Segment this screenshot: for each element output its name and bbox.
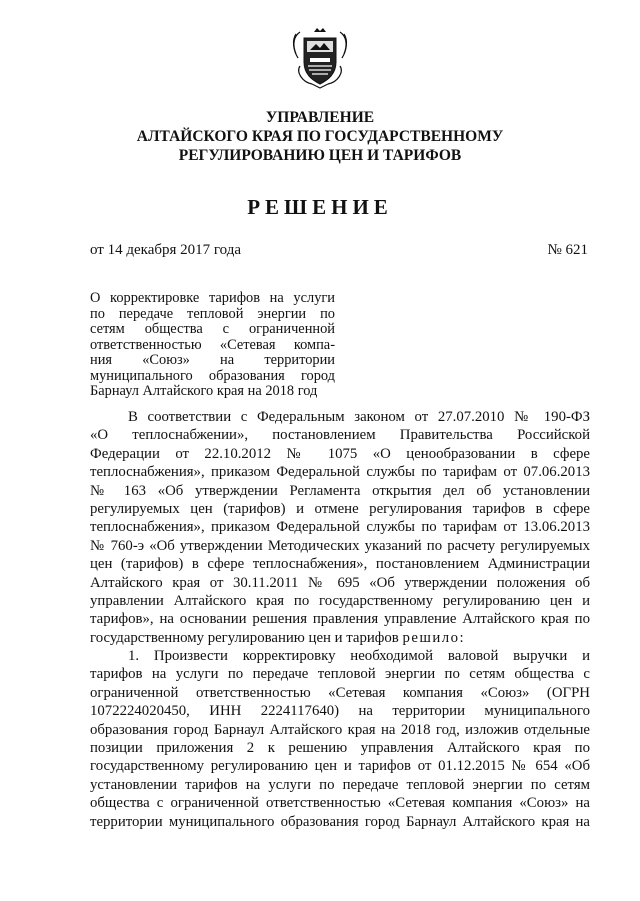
body-line: Алтайского края от 30.11.2011 № 695 «Об утверждении положения об xyxy=(90,574,590,591)
subject-line: муниципального образования город xyxy=(90,367,335,384)
subject-line: ния «Союз» на территории xyxy=(90,352,335,368)
subject-line: по передаче тепловой энергии по xyxy=(90,305,335,322)
document-subject xyxy=(90,291,335,400)
subject-line: ответственностью «Сетевая компа- xyxy=(90,336,335,353)
item-1-line: позиции приложения 2 к решению управления Алтайского края по xyxy=(90,740,590,757)
document-date: от 14 декабря 2017 года xyxy=(90,242,242,258)
item-1-line: образования город Барнаул Алтайского края на 2018 год, изложив отдельные xyxy=(90,721,590,738)
item-1-line: ограниченной ответственностью «Сетевая компания «Союз» (ОГРН xyxy=(90,684,590,701)
item-1-line: территории муниципального образования город Барнаул Алтайского края на xyxy=(90,813,590,830)
item-1-line: установлении тарифов на услуги по передаче тепловой энергии по сетям xyxy=(90,776,590,793)
document-body xyxy=(90,408,590,831)
document-number: № 621 xyxy=(547,242,588,258)
body-line: теплоснабжения», приказом Федеральной службы по тарифам от 07.06.2013 xyxy=(90,464,590,481)
issuing-authority xyxy=(0,108,640,165)
document-title: РЕШЕНИЕ xyxy=(247,195,393,219)
subject-line: Барнаул Алтайского края на 2018 год xyxy=(90,383,318,399)
body-line: № 163 «Об утверждении Регламента открытия дел об установлении xyxy=(90,482,590,499)
header-line: АЛТАЙСКОГО КРАЯ ПО ГОСУДАРСТВЕННОМУ xyxy=(136,128,504,145)
body-line: теплоснабжения», приказом Федеральной службы по тарифам от 13.06.2013 xyxy=(90,519,590,536)
body-line: В соответствии с Федеральным законом от 27.07.2010 № 190-ФЗ xyxy=(128,409,590,425)
item-1-line: общества с ограниченной ответственностью «Сетевая компания «Союз» на xyxy=(90,795,590,812)
body-line xyxy=(90,629,590,647)
header-line: РЕГУЛИРОВАНИЮ ЦЕН И ТАРИФОВ xyxy=(178,147,462,164)
item-1-line: государственному регулированию цен и тарифов от 01.12.2015 № 654 «Об xyxy=(90,758,590,775)
body-line: № 760-э «Об утверждении Методических указаний по расчету регулируемых xyxy=(90,537,590,554)
header-line: УПРАВЛЕНИЕ xyxy=(265,109,375,126)
body-line: управлении Алтайского края по государственному регулированию цен и xyxy=(90,592,590,609)
item-1-line: 1072224020450, ИНН 2224117640) на территории муниципального xyxy=(90,703,590,720)
subject-line: О корректировке тарифов на услуги xyxy=(90,290,335,306)
body-line: тарифов», на основании решения правления управление Алтайского края по xyxy=(90,611,590,628)
body-line: Федерации от 22.10.2012 № 1075 «О ценообразовании в сфере xyxy=(90,445,590,462)
resolution-word: решило: xyxy=(402,629,466,646)
item-1-line: 1. Произвести корректировку необходимой валовой выручки и xyxy=(128,648,590,665)
body-line-text: государственному регулированию цен и тарифов xyxy=(90,629,403,646)
body-line: регулируемых цен (тарифов) и отмене регулирования тарифов в сфере xyxy=(90,500,590,517)
body-line: «О теплоснабжении», постановлением Правительства Российской xyxy=(90,427,590,444)
altai-coat-of-arms-icon xyxy=(290,26,350,90)
subject-line: сетям общества с ограниченной xyxy=(90,321,335,337)
item-1-line: тарифов на услуги по передаче тепловой энергии по сетям общества с xyxy=(90,666,590,683)
body-line: цен (тарифов) в сфере теплоснабжения», постановлением Администрации xyxy=(90,556,590,573)
